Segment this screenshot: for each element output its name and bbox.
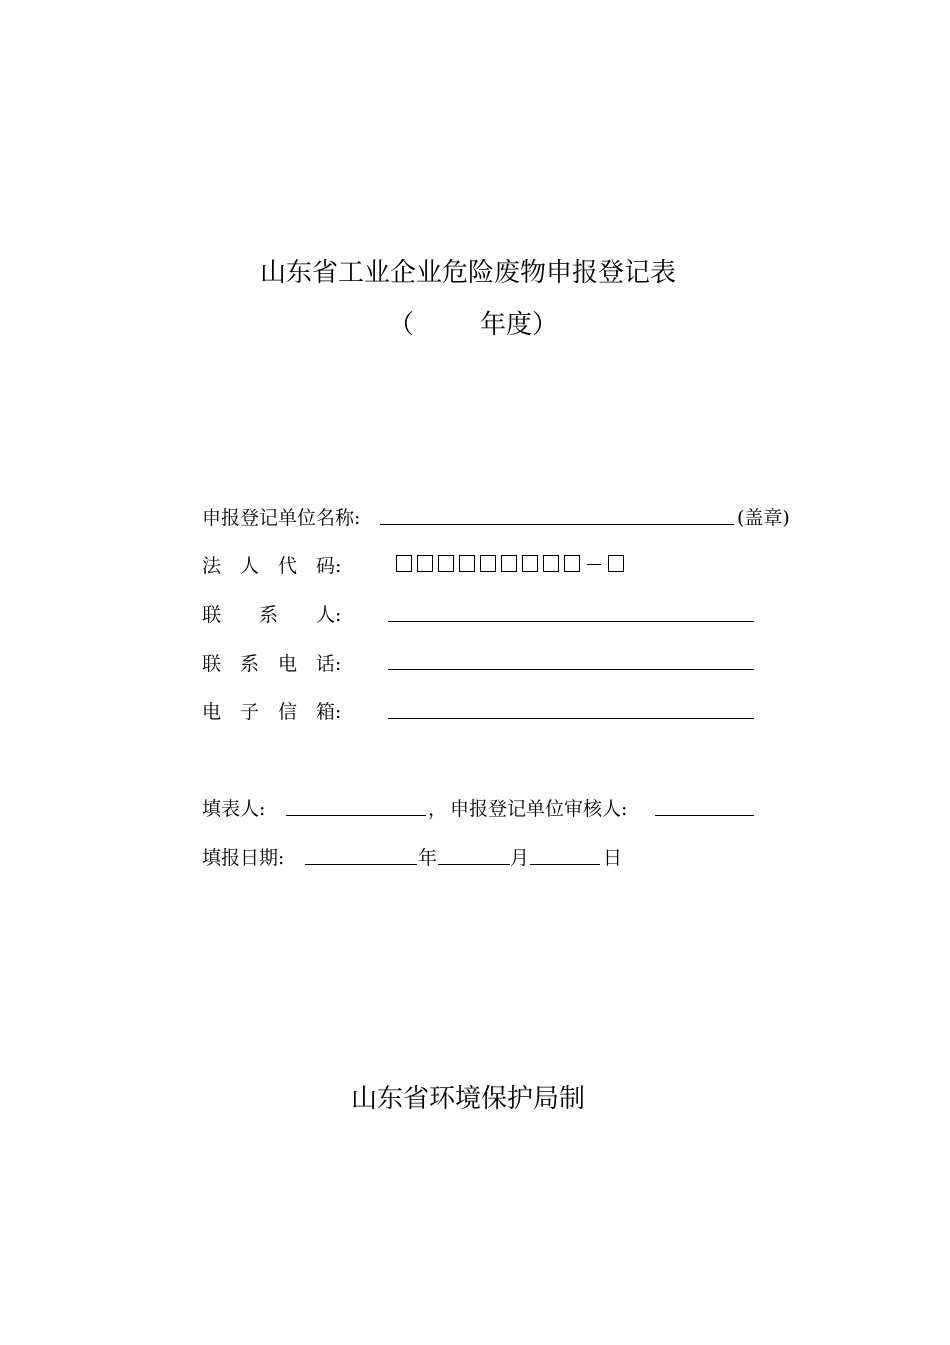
unit-name-label: 申报登记单位名称:	[202, 507, 361, 529]
email-row	[202, 697, 341, 724]
year-open-paren: （	[388, 310, 415, 340]
reviewer-label: 申报登记单位审核人:	[450, 798, 628, 820]
date-day-unit: 日	[603, 847, 623, 869]
legal-code-digit-box[interactable]	[522, 555, 538, 572]
form-title: 山东省工业企业危险废物申报登记表	[259, 258, 676, 288]
reviewer-field[interactable]	[655, 815, 754, 816]
date-day-field[interactable]	[530, 864, 600, 865]
date-year-unit: 年	[418, 847, 438, 869]
year-suffix: 年度）	[480, 310, 559, 340]
date-year-field[interactable]	[305, 864, 417, 865]
issuer-footer: 山东省环境保护局制	[350, 1084, 585, 1114]
legal-code-digit-box[interactable]	[396, 555, 412, 572]
legal-code-digit-box[interactable]	[564, 555, 580, 572]
year-line	[388, 304, 558, 341]
legal-code-digit-box[interactable]	[417, 555, 433, 572]
filler-field[interactable]	[286, 815, 426, 816]
unit-name-row	[202, 503, 360, 530]
legal-code-label: 法 人 代 码:	[202, 555, 342, 577]
date-month-unit: 月	[510, 847, 530, 869]
contact-row	[202, 600, 341, 627]
contact-field[interactable]	[388, 621, 754, 622]
legal-code-check-box[interactable]	[608, 555, 624, 572]
phone-field[interactable]	[388, 669, 754, 670]
legal-code-digit-box[interactable]	[459, 555, 475, 572]
email-field[interactable]	[388, 718, 754, 719]
legal-code-digit-box[interactable]	[501, 555, 517, 572]
email-label: 电 子 信 箱:	[202, 701, 342, 723]
date-label: 填报日期:	[202, 847, 285, 869]
phone-label: 联 系 电 话:	[202, 653, 342, 675]
contact-label: 联 系 人:	[202, 604, 342, 626]
legal-code-digit-box[interactable]	[438, 555, 454, 572]
legal-code-row	[202, 551, 341, 578]
filler-label: 填表人:	[202, 798, 266, 820]
legal-code-boxes[interactable]	[396, 555, 629, 574]
legal-code-dash	[587, 564, 601, 565]
legal-code-digit-box[interactable]	[543, 555, 559, 572]
legal-code-digit-box[interactable]	[480, 555, 496, 572]
unit-name-field[interactable]	[380, 524, 734, 525]
date-month-field[interactable]	[438, 864, 510, 865]
separator-comma: ，	[428, 798, 448, 820]
seal-note: (盖章)	[737, 507, 790, 529]
phone-row	[202, 649, 341, 676]
